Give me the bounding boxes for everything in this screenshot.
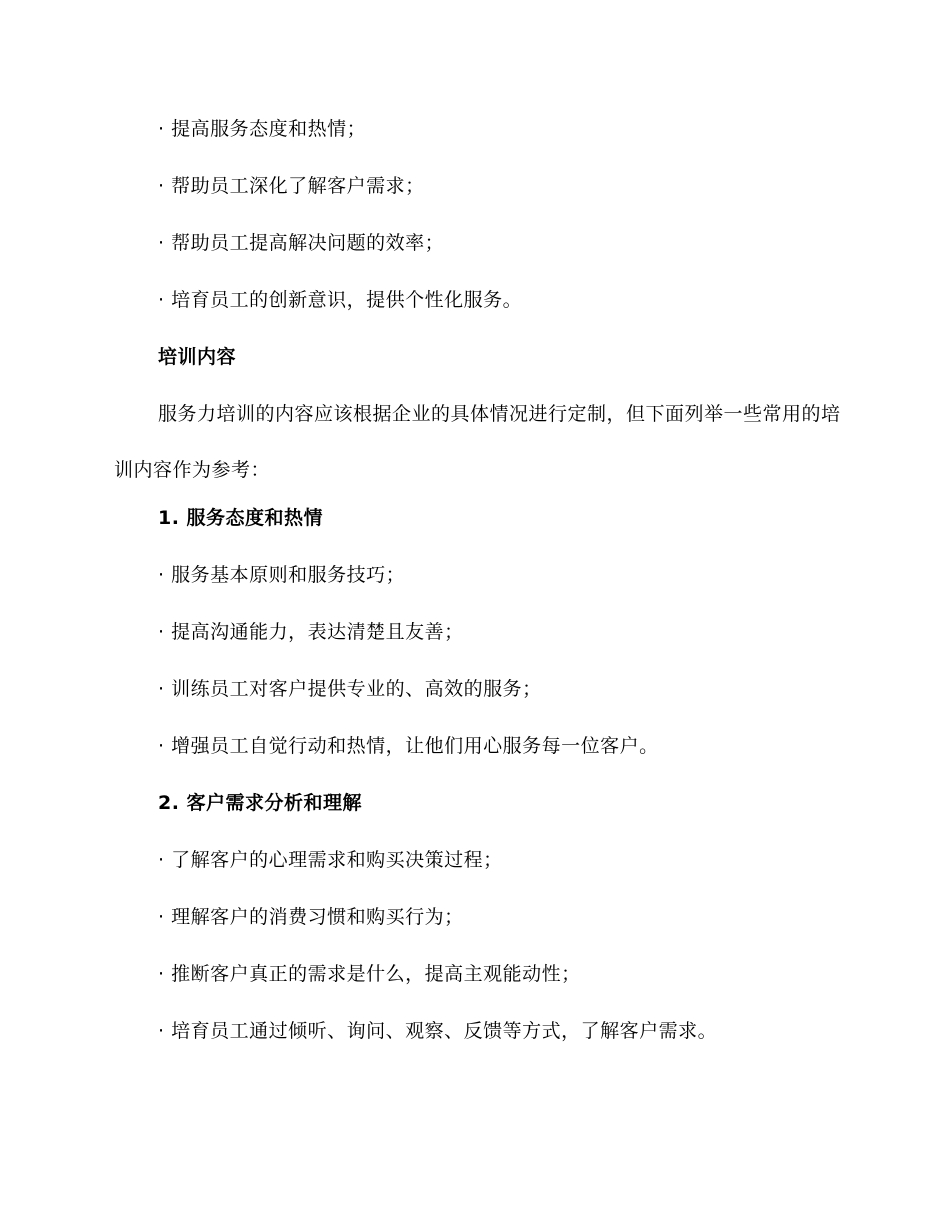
bullet-item: · 培育员工通过倾听、询问、观察、反馈等方式，了解客户需求。 — [158, 1020, 718, 1042]
section-heading: 培训内容 — [158, 346, 237, 368]
subsection-heading: 1. 服务态度和热情 — [158, 507, 324, 529]
bullet-item: · 帮助员工提高解决问题的效率； — [158, 232, 445, 254]
bullet-item: · 训练员工对客户提供专业的、高效的服务； — [158, 678, 542, 700]
bullet-item: · 理解客户的消费习惯和购买行为； — [158, 906, 464, 928]
subsection-heading: 2. 客户需求分析和理解 — [158, 792, 363, 814]
bullet-item: · 帮助员工深化了解客户需求； — [158, 175, 425, 197]
bullet-item: · 提高服务态度和热情； — [158, 118, 367, 140]
bullet-item: · 推断客户真正的需求是什么，提高主观能动性； — [158, 963, 581, 985]
bullet-item: · 服务基本原则和服务技巧； — [158, 564, 406, 586]
bullet-item: · 培育员工的创新意识，提供个性化服务。 — [158, 289, 523, 311]
bullet-item: · 提高沟通能力，表达清楚且友善； — [158, 621, 464, 643]
section-paragraph: 服务力培训的内容应该根据企业的具体情况进行定制，但下面列举一些常用的培训内容作为参考： — [114, 403, 841, 481]
bullet-item: · 增强员工自觉行动和热情，让他们用心服务每一位客户。 — [158, 735, 659, 757]
bullet-item: · 了解客户的心理需求和购买决策过程； — [158, 849, 503, 871]
